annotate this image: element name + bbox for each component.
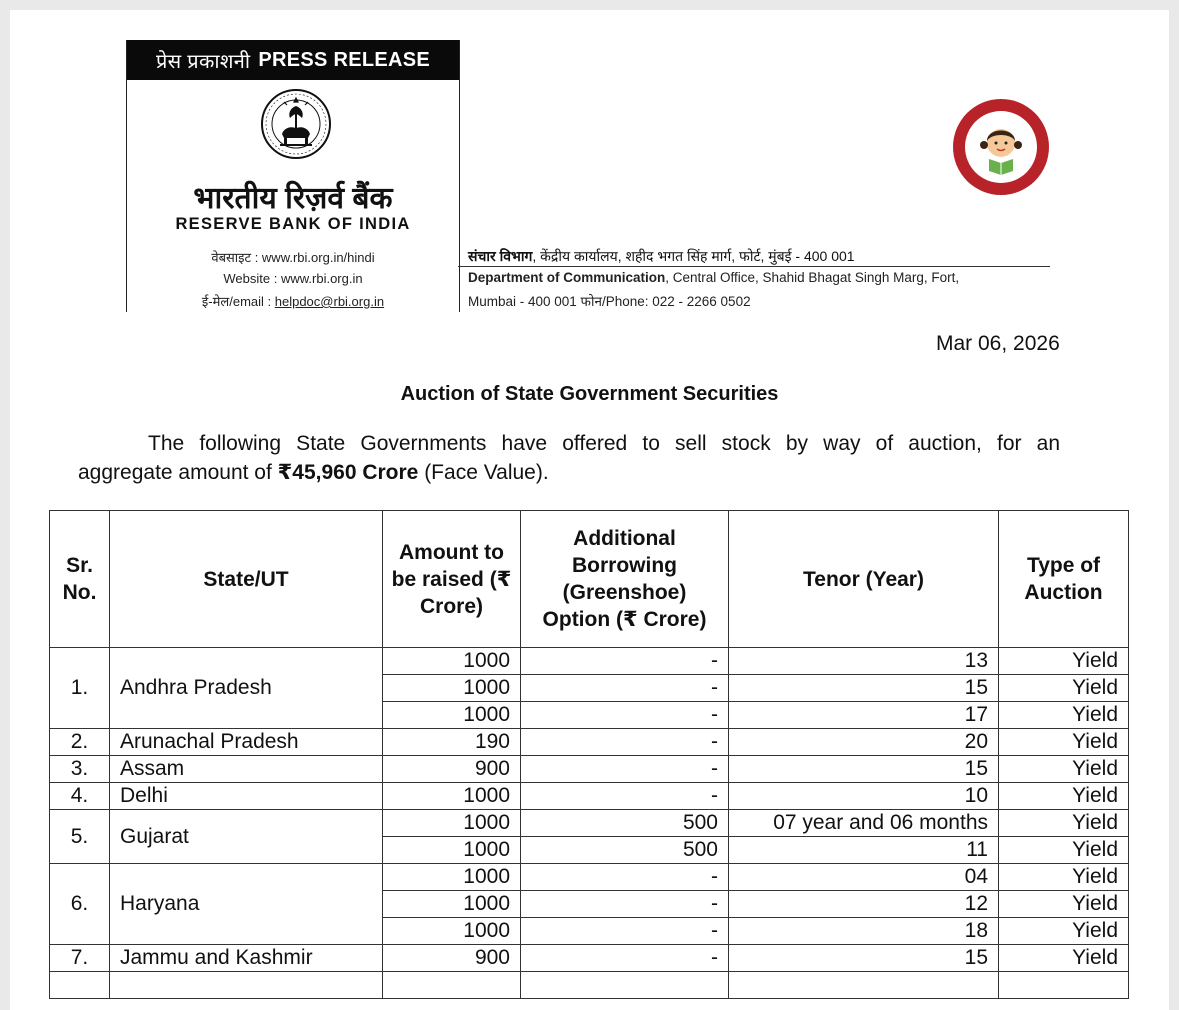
- department-hindi-address: , केंद्रीय कार्यालय, शहीद भगत सिंह मार्ग, फोर्ट, मुंबई - 400 001: [532, 248, 855, 264]
- header-amount: Amount to be raised (₹ Crore): [383, 511, 521, 648]
- cell-tenor: 15: [729, 675, 999, 702]
- table-header-row: [50, 511, 1129, 648]
- intro-paragraph-line2: [78, 460, 549, 485]
- cell-sr: 4.: [50, 783, 110, 810]
- intro-prefix: aggregate amount of: [78, 461, 278, 484]
- cell-sr: 5.: [50, 810, 110, 864]
- cell-state: Assam: [110, 756, 383, 783]
- cell-greenshoe: -: [521, 729, 729, 756]
- cell-amount: 1000: [383, 837, 521, 864]
- table-row: [50, 729, 1129, 756]
- cell-greenshoe: -: [521, 648, 729, 675]
- cell-greenshoe: -: [521, 864, 729, 891]
- cell-type: Yield: [999, 702, 1129, 729]
- rbi-seal-icon: [260, 88, 332, 160]
- cell-type: Yield: [999, 810, 1129, 837]
- cell-empty: [110, 972, 383, 999]
- aggregate-amount: ₹45,960 Crore: [277, 461, 419, 484]
- cell-type: Yield: [999, 891, 1129, 918]
- header-tenor: Tenor (Year): [729, 511, 999, 648]
- bank-name-english: RESERVE BANK OF INDIA: [175, 215, 411, 233]
- department-english-address: , Central Office, Shahid Bhagat Singh Marg, Fort,: [665, 270, 960, 285]
- cell-sr: 1.: [50, 648, 110, 729]
- cell-state: Delhi: [110, 783, 383, 810]
- department-english: [468, 270, 959, 285]
- cell-sr: 3.: [50, 756, 110, 783]
- email-link[interactable]: helpdoc@rbi.org.in: [274, 294, 385, 309]
- table-row: [50, 864, 1129, 891]
- auction-table: [49, 510, 1129, 999]
- cell-tenor: 07 year and 06 months: [729, 810, 999, 837]
- cell-tenor: 15: [729, 945, 999, 972]
- website-hindi: वेबसाइट : www.rbi.org.in/hindi: [211, 250, 375, 265]
- cell-type: Yield: [999, 648, 1129, 675]
- cell-sr: 6.: [50, 864, 110, 945]
- bank-name-hindi: भारतीय रिज़र्व बैंक: [193, 182, 393, 215]
- email-line: [127, 292, 459, 310]
- letterhead-block: [126, 40, 460, 312]
- cell-empty: [999, 972, 1129, 999]
- cell-empty: [383, 972, 521, 999]
- cell-sr: 7.: [50, 945, 110, 972]
- release-date: Mar 06, 2026: [936, 332, 1060, 355]
- intro-suffix: (Face Value).: [418, 461, 549, 484]
- cell-greenshoe: -: [521, 945, 729, 972]
- cell-amount: 1000: [383, 783, 521, 810]
- cell-greenshoe: -: [521, 783, 729, 810]
- release-title: Auction of State Government Securities: [400, 383, 779, 405]
- table-row: [50, 648, 1129, 675]
- cell-amount: 900: [383, 756, 521, 783]
- cell-tenor: 10: [729, 783, 999, 810]
- cell-tenor: 11: [729, 837, 999, 864]
- press-release-english: PRESS RELEASE: [258, 48, 431, 71]
- cell-empty: [521, 972, 729, 999]
- cell-type: Yield: [999, 729, 1129, 756]
- press-release-hindi: प्रेस प्रकाशनी: [155, 50, 251, 73]
- table-row: [50, 810, 1129, 837]
- cell-type: Yield: [999, 945, 1129, 972]
- cell-amount: 1000: [383, 891, 521, 918]
- cell-amount: 1000: [383, 675, 521, 702]
- cell-tenor: 12: [729, 891, 999, 918]
- cell-amount: 1000: [383, 648, 521, 675]
- cell-amount: 190: [383, 729, 521, 756]
- department-divider: [458, 266, 1050, 267]
- department-hindi: [468, 247, 855, 266]
- cell-greenshoe: -: [521, 702, 729, 729]
- cell-type: Yield: [999, 918, 1129, 945]
- cell-type: Yield: [999, 756, 1129, 783]
- cell-empty: [50, 972, 110, 999]
- cell-state: Haryana: [110, 864, 383, 945]
- cell-state: Jammu and Kashmir: [110, 945, 383, 972]
- cell-type: Yield: [999, 783, 1129, 810]
- cell-sr: 2.: [50, 729, 110, 756]
- header-greenshoe: Additional Borrowing (Greenshoe) Option (₹ Crore): [521, 511, 729, 648]
- cell-amount: 1000: [383, 918, 521, 945]
- press-release-banner: [127, 40, 459, 80]
- cell-tenor: 17: [729, 702, 999, 729]
- department-hindi-bold: संचार विभाग: [468, 248, 533, 264]
- cell-greenshoe: 500: [521, 837, 729, 864]
- table-row: [50, 783, 1129, 810]
- cell-tenor: 15: [729, 756, 999, 783]
- cell-type: Yield: [999, 864, 1129, 891]
- cell-tenor: 13: [729, 648, 999, 675]
- header-state: State/UT: [110, 511, 383, 648]
- cell-state: Gujarat: [110, 810, 383, 864]
- cell-state: Andhra Pradesh: [110, 648, 383, 729]
- cell-amount: 1000: [383, 702, 521, 729]
- email-label: ई-मेल/email :: [201, 294, 275, 309]
- cell-empty: [729, 972, 999, 999]
- cell-tenor: 20: [729, 729, 999, 756]
- cell-greenshoe: 500: [521, 810, 729, 837]
- cell-type: Yield: [999, 837, 1129, 864]
- cell-amount: 900: [383, 945, 521, 972]
- table-row-partial: [50, 972, 1129, 999]
- cell-amount: 1000: [383, 810, 521, 837]
- department-english-bold: Department of Communication: [468, 270, 666, 285]
- cell-tenor: 04: [729, 864, 999, 891]
- header-sr-no: Sr. No.: [50, 511, 110, 648]
- cell-amount: 1000: [383, 864, 521, 891]
- header-type: Type of Auction: [999, 511, 1129, 648]
- cell-tenor: 18: [729, 918, 999, 945]
- cell-greenshoe: -: [521, 918, 729, 945]
- website-english: Website : www.rbi.org.in: [223, 271, 363, 286]
- cell-greenshoe: -: [521, 756, 729, 783]
- cell-state: Arunachal Pradesh: [110, 729, 383, 756]
- cell-greenshoe: -: [521, 891, 729, 918]
- cell-greenshoe: -: [521, 675, 729, 702]
- intro-paragraph-line1: The following State Governments have offered to sell stock by way of auction, for an: [148, 432, 1060, 455]
- cell-type: Yield: [999, 675, 1129, 702]
- table-row: [50, 945, 1129, 972]
- department-phone: Mumbai - 400 001 फोन/Phone: 022 - 2266 0502: [468, 294, 751, 309]
- beti-bachao-logo-icon: [951, 97, 1051, 197]
- table-row: [50, 756, 1129, 783]
